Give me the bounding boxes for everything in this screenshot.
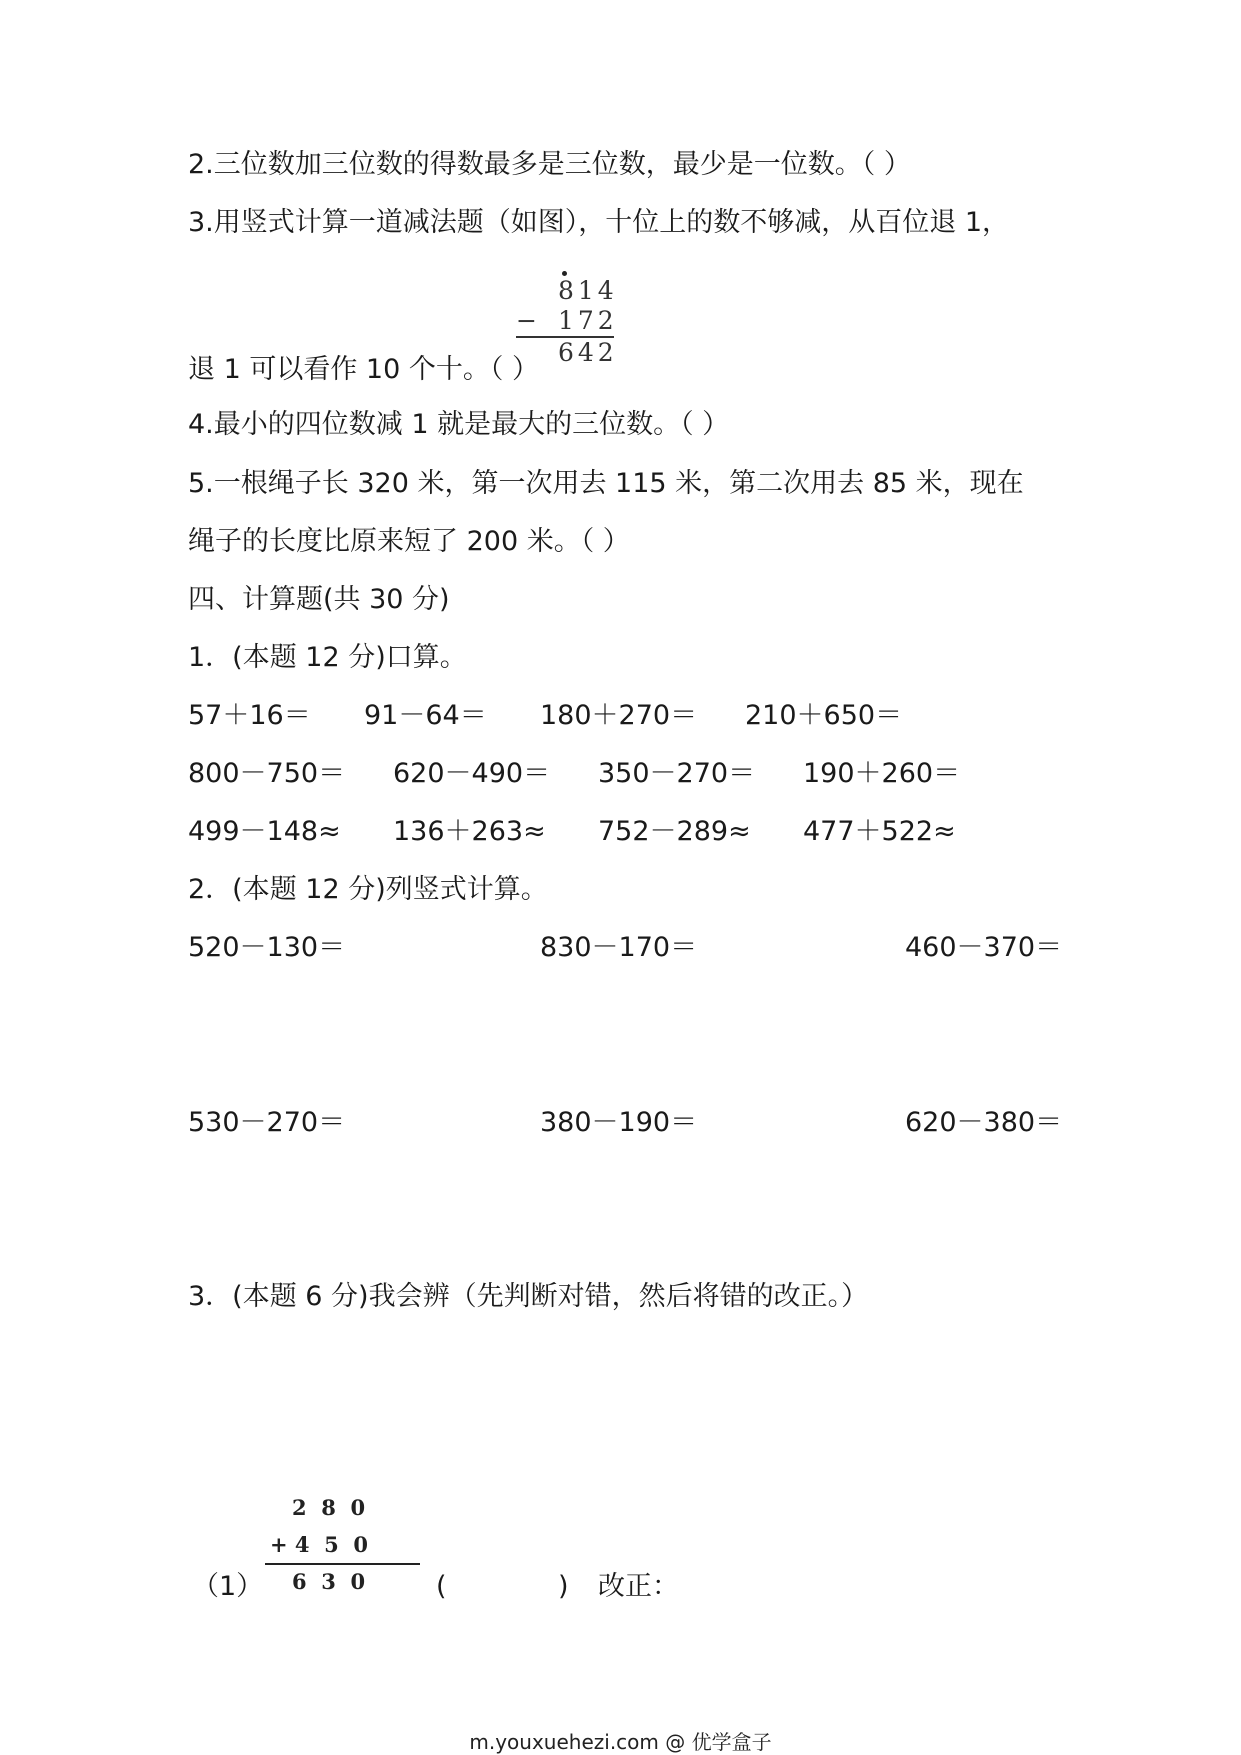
vertical-calc-item: 460－370＝: [905, 932, 1063, 963]
addition-figure: [265, 1495, 425, 1595]
part-1-title: 1．(本题 12 分)口算。: [188, 642, 467, 673]
footer-watermark: m.youxuehezi.com @ 优学盒子: [469, 1730, 772, 1754]
question-3-line-2: 退 1 可以看作 10 个十。（ ）: [188, 354, 539, 385]
difference: 642: [558, 338, 618, 367]
question-5-line-1: 5.一根绳子长 320 米，第一次用去 115 米，第二次用去 85 米，现在: [188, 468, 1024, 499]
answer-close-paren: ): [558, 1571, 569, 1602]
addend-2: + 4 5 0: [270, 1532, 368, 1557]
oral-item: 57＋16＝: [188, 700, 311, 731]
question-5-line-2: 绳子的长度比原来短了 200 米。（ ）: [188, 526, 630, 557]
oral-item: 136＋263≈: [393, 816, 546, 847]
oral-item: 210＋650＝: [745, 700, 903, 731]
section-4-title: 四、计算题(共 30 分): [188, 584, 450, 615]
sum: 6 3 0: [292, 1569, 366, 1594]
vertical-calc-item: 530－270＝: [188, 1107, 346, 1138]
oral-item: 620－490＝: [393, 758, 551, 789]
question-2: 2.三位数加三位数的得数最多是三位数，最少是一位数。（ ）: [188, 149, 911, 180]
vertical-calc-item: 380－190＝: [540, 1107, 698, 1138]
minus-sign: −: [516, 306, 537, 335]
addend-1: 2 8 0: [292, 1495, 366, 1520]
oral-item: 477＋522≈: [803, 816, 956, 847]
oral-item: 180＋270＝: [540, 700, 698, 731]
answer-open-paren: (: [436, 1571, 447, 1602]
oral-item: 800－750＝: [188, 758, 346, 789]
vertical-calc-item: 520－130＝: [188, 932, 346, 963]
part-2-title: 2．(本题 12 分)列竖式计算。: [188, 874, 548, 905]
oral-item: 752－289≈: [598, 816, 751, 847]
vertical-calc-item: 830－170＝: [540, 932, 698, 963]
item-1-label: （1）: [192, 1571, 264, 1602]
oral-item: 499－148≈: [188, 816, 341, 847]
oral-item: 350－270＝: [598, 758, 756, 789]
question-3-line-1: 3.用竖式计算一道减法题（如图），十位上的数不够减，从百位退 1，: [188, 207, 1010, 238]
part-3-title: 3．(本题 6 分)我会辨（先判断对错，然后将错的改正。）: [188, 1281, 869, 1312]
correction-label: 改正：: [598, 1571, 679, 1602]
vertical-calc-item: 620－380＝: [905, 1107, 1063, 1138]
oral-item: 91－64＝: [364, 700, 487, 731]
oral-item: 190＋260＝: [803, 758, 961, 789]
subtraction-figure: [516, 268, 656, 368]
minuend: 814: [558, 276, 618, 305]
sum-line: [265, 1563, 420, 1565]
subtrahend: 172: [558, 306, 618, 335]
question-4: 4.最小的四位数减 1 就是最大的三位数。（ ）: [188, 409, 730, 440]
